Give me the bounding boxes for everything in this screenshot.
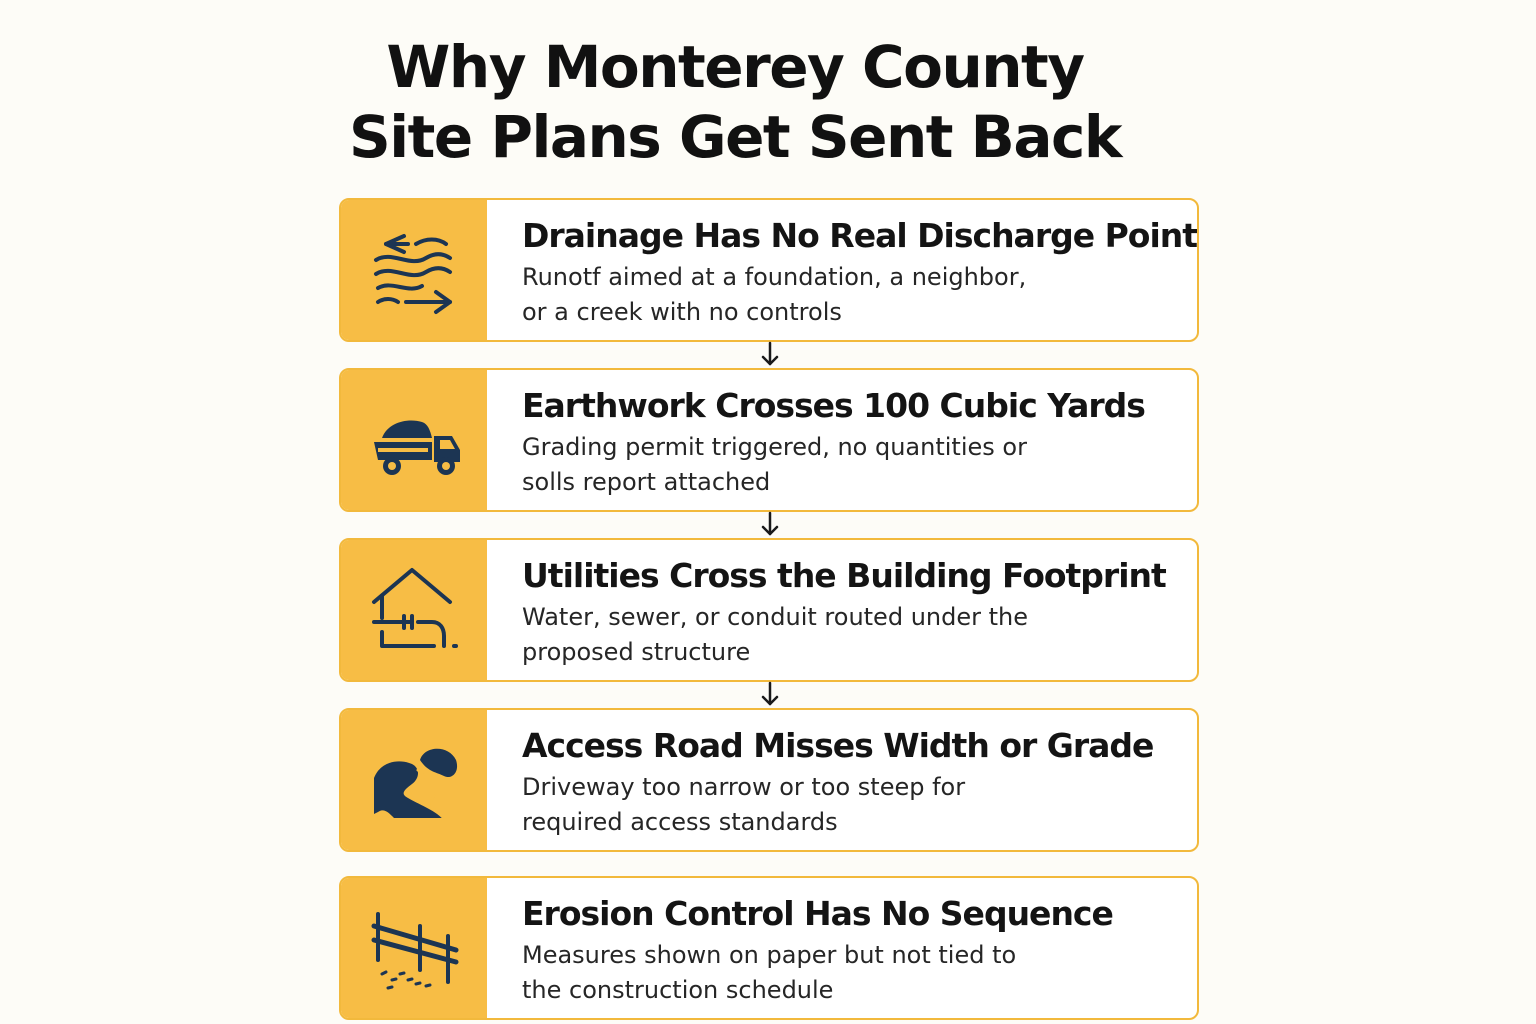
page-title (300, 32, 1170, 172)
card-description: Driveway too narrow or too steep for required access standards (522, 773, 966, 836)
icon-panel (341, 200, 487, 340)
card-description: Runotf aimed at a foundation, a neighbor, or a creek with no controls (522, 263, 1027, 326)
card-title: Earthwork Crosses 100 Cubic Yards (522, 386, 1145, 425)
arrow-down-icon (756, 340, 784, 368)
card-title: Utilities Cross the Building Footprint (522, 556, 1166, 595)
card-title: Access Road Misses Width or Grade (522, 726, 1154, 765)
list-item-utilities (339, 538, 1199, 682)
card-description: Grading permit triggered, no quantities or solls report attached (522, 433, 1027, 496)
arrow-down-icon (756, 680, 784, 708)
list-item-access-road (339, 708, 1199, 852)
drainage-arrows-icon (364, 222, 464, 322)
card-title: Drainage Has No Real Discharge Point (522, 216, 1198, 255)
list-item-drainage (339, 198, 1199, 342)
title-line-1: Why Monterey County (386, 33, 1084, 101)
card-description: Water, sewer, or conduit routed under the proposed structure (522, 603, 1028, 666)
house-pipe-icon (364, 562, 464, 662)
list-item-earthwork (339, 368, 1199, 512)
icon-panel (341, 710, 487, 850)
card-title: Erosion Control Has No Sequence (522, 894, 1113, 933)
dump-truck-icon (364, 392, 464, 492)
list-item-erosion-control (339, 876, 1199, 1020)
icon-panel (341, 878, 487, 1018)
icon-panel (341, 370, 487, 510)
title-line-2: Site Plans Get Sent Back (349, 103, 1121, 171)
card-description: Measures shown on paper but not tied to the construction schedule (522, 941, 1017, 1004)
winding-road-icon (364, 732, 464, 832)
icon-panel (341, 540, 487, 680)
arrow-down-icon (756, 510, 784, 538)
silt-fence-icon (364, 900, 464, 1000)
